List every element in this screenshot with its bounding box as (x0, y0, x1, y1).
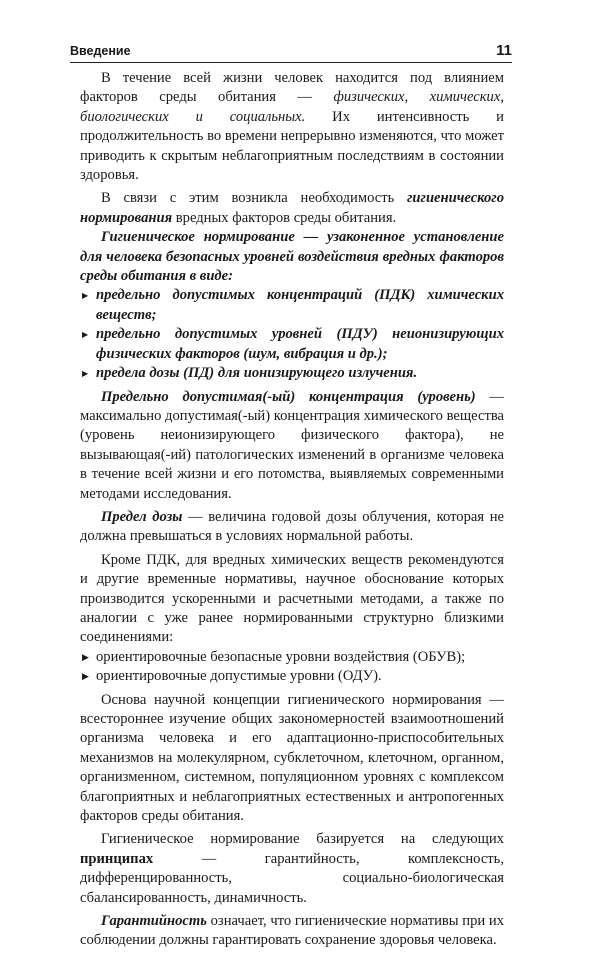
paragraph-environment-factors (80, 69, 504, 185)
list-item: ▶ предельно допустимых концентраций (ПДК) химических веществ; (80, 286, 504, 325)
definition-max-permissible-concentration (80, 388, 504, 504)
list-item: ▶ ориентировочные безопасные уровни воздействия (ОБУВ); (80, 648, 504, 667)
text-segment: Их интенсивность и продолжительность во времени непрерывно изменяются, что может приводить к скрытым неблагоприятным последствиям в состоянии здоровья. (80, 108, 504, 184)
definition-hygienic-regulation: Гигиеническое нормирование — узаконенное установление для человека безопасных уровней воздействия вредных факторов среды обитания в виде: (80, 229, 504, 285)
term: Предельно допустимая(-ый) концентрация (уровень) (101, 388, 476, 405)
text-segment: Гигиеническое нормирование базируется на следующих (101, 831, 504, 848)
regulation-forms-list (80, 286, 504, 383)
paragraph-scientific-concept: Основа научной концепции гигиенического нормирования — всестороннее изучение общих закономерностей взаимоотношений организма человека и его адаптационно-приспособительных механизмов на молекулярном, субклеточном, клеточном, органном, организменном, системном, популяционном уровнях с комплексом благоприятных и неблагоприятных естественных и антропогенных факторов среды обитания. (80, 691, 504, 825)
definition-text: — максимально допустимая(-ый) концентрация химического вещества (уровень неионизирующего физического фактора), не вызывающая(-ий) патологических изменений в организме человека в течение всей жизни и его потомства, выявляемых современными методами исследования. (80, 388, 505, 502)
emphasis-factor-types: физических, химических, биологических и социальных. (80, 89, 504, 125)
term: Предел дозы (101, 508, 183, 525)
term: Гарантийность (101, 913, 207, 930)
chapter-title: Введение (70, 44, 131, 58)
list-item: ▶ предельно допустимых уровней (ПДУ) неионизирующих физических факторов (шум, вибрация и др.); (80, 325, 504, 364)
definition-text: — величина годовой дозы облучения, которая не должна превышаться в условиях нормальной работы. (80, 508, 504, 545)
running-header (70, 36, 512, 63)
emphasis-principles: принципах (80, 850, 154, 867)
page-body (80, 69, 504, 955)
paragraph-temporary-norms: Кроме ПДК, для вредных химических веществ рекомендуются и другие временные нормативы, научное обоснование которых производится ускоренными и расчетными методами, а также по аналогии с уже ранее нормированными структурно близкими соединениями: (80, 551, 504, 646)
emphasis-hygienic-regulation: гигиенического нормирования (80, 190, 504, 226)
temporary-norms-list (80, 648, 504, 687)
text-segment: В течение всей жизни человек находится под влиянием факторов среды обитания — (80, 70, 504, 106)
paragraph-guarantee (80, 912, 504, 951)
text-segment: вредных факторов среды обитания. (172, 209, 397, 226)
text-segment: В связи с этим возникла необходимость (101, 190, 408, 207)
definition-dose-limit (80, 508, 504, 547)
list-item: ▶ предела дозы (ПД) для ионизирующего излучения. (80, 364, 504, 383)
list-item: ▶ ориентировочные допустимые уровни (ОДУ). (80, 667, 504, 686)
paragraph-principles (80, 830, 504, 908)
text-segment: — гарантийность, комплексность, дифференцированность, социально-биологическая сбалансированность, динамичность. (80, 850, 504, 906)
paragraph-necessity (80, 189, 504, 228)
definition-text: означает, что гигиенические нормативы при их соблюдении должны гарантировать сохранение здоровья человека. (80, 913, 504, 949)
page-number: 11 (496, 42, 512, 59)
